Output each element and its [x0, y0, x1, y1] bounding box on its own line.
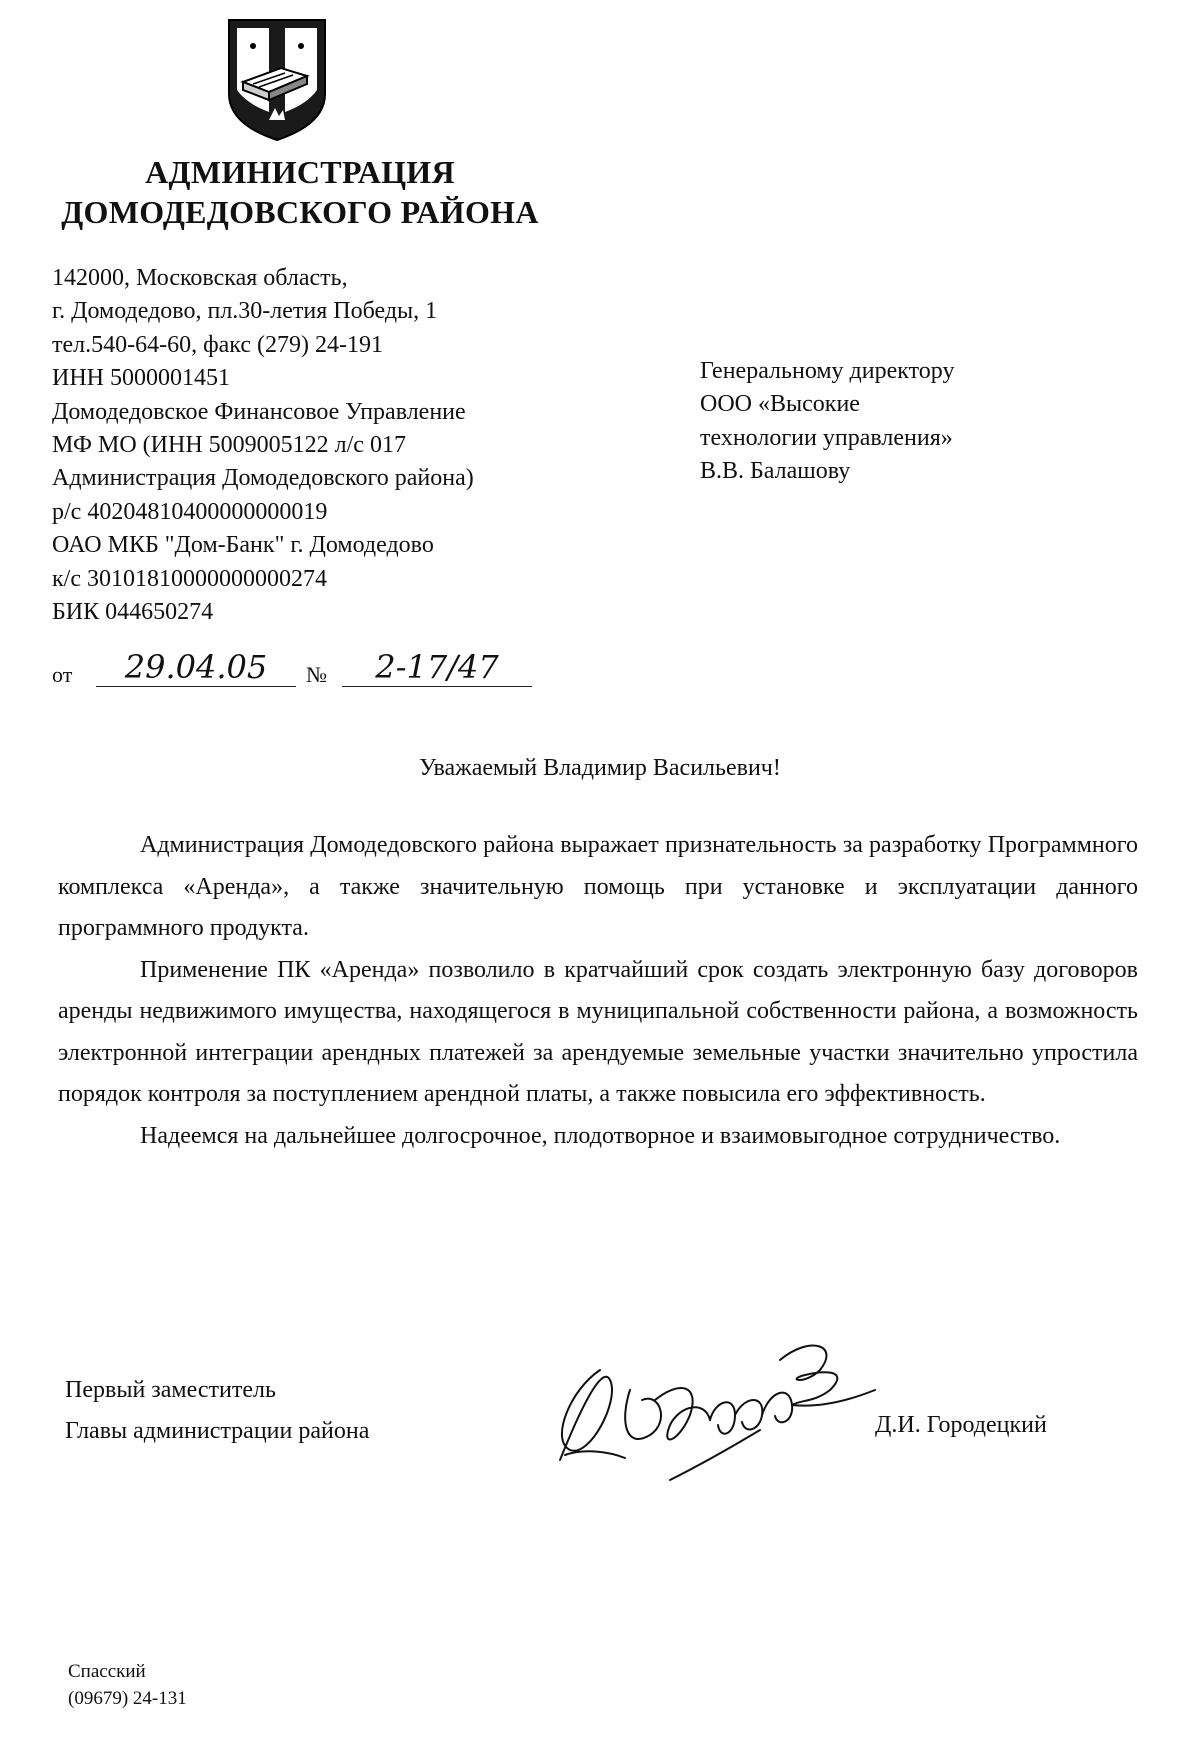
signer-position — [65, 1370, 369, 1452]
letter-body — [58, 825, 1138, 1157]
recipient-line: Генеральному директору — [700, 358, 955, 384]
sender-account-line: р/с 40204810400000000019 — [52, 498, 328, 525]
handwritten-signature — [530, 1330, 890, 1500]
sender-address-line: г. Домодедово, пл.30-летия Победы, 1 — [52, 298, 438, 325]
sender-inn-line: ИНН 5000001451 — [52, 365, 230, 392]
body-paragraph: Применение ПК «Аренда» позволило в кратчайший срок создать электронную базу договоров аренды недвижимого имущества, находящегося в муниципальной собственности района, а возможность электронной интеграции арендных платежей за арендуемые земельные участки значительно упростила порядок контроля за поступлением арендной платы, а также повысила его эффективность. — [58, 956, 1138, 1107]
executor-name: Спасский — [68, 1661, 146, 1682]
sender-phone-line: тел.540-64-60, факс (279) 24-191 — [52, 331, 383, 358]
number-prefix: № — [306, 662, 327, 687]
sender-finance-line: Администрация Домодедовского района) — [52, 465, 474, 492]
organization-title — [40, 152, 560, 232]
sender-corr-account-line: к/с 30101810000000000274 — [52, 565, 327, 592]
body-paragraph: Администрация Домодедовского района выражает признательность за разработку Программного комплекса «Аренда», а также значительную помощь при установке и эксплуатации данного программного продукта. — [58, 832, 1138, 941]
body-paragraph: Надеемся на дальнейшее долгосрочное, плодотворное и взаимовыгодное сотрудничество. — [140, 1122, 1061, 1149]
registration-line — [52, 648, 499, 692]
recipient-line: технологии управления» — [700, 424, 953, 451]
recipient-name: В.В. Балашову — [700, 458, 851, 485]
org-title-line2: ДОМОДЕДОВСКОГО РАЙОНА — [61, 194, 539, 230]
sender-finance-line: Домодедовское Финансовое Управление — [52, 398, 466, 425]
salutation: Уважаемый Владимир Васильевич! — [419, 755, 781, 781]
handwritten-number: 2-17/47 — [342, 648, 532, 687]
signer-name: Д.И. Городецкий — [875, 1412, 1047, 1438]
sender-requisites — [52, 262, 474, 629]
coat-of-arms-emblem — [223, 16, 331, 144]
sender-bank-line: ОАО МКБ "Дом-Банк" г. Домодедово — [52, 532, 434, 559]
handwritten-date: 29.04.05 — [96, 648, 296, 687]
sender-bik-line: БИК 044650274 — [52, 599, 214, 626]
sender-address-line: 142000, Московская область, — [52, 265, 348, 291]
executor-phone: (09679) 24-131 — [68, 1688, 187, 1709]
signer-position-line2: Главы администрации района — [65, 1418, 370, 1444]
signer-position-line1: Первый заместитель — [65, 1377, 276, 1403]
recipient-block — [700, 355, 954, 489]
sender-finance-line: МФ МО (ИНН 5009005122 л/с 017 — [52, 432, 406, 459]
date-prefix: от — [52, 662, 73, 687]
recipient-line: ООО «Высокие — [700, 391, 860, 418]
executor-footer — [68, 1658, 187, 1712]
org-title-line1: АДМИНИСТРАЦИЯ — [145, 154, 455, 190]
